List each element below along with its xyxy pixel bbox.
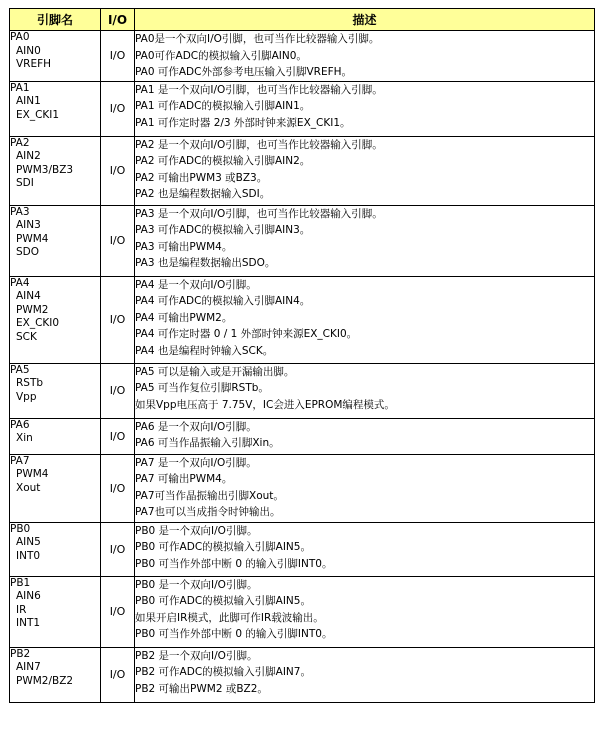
- pin-function: EX_CKI0: [16, 317, 60, 329]
- table-row: [10, 647, 595, 702]
- description-cell: [135, 647, 595, 702]
- description-line: PA1 是一个双向I/O引脚，也可当作比较器输入引脚。: [135, 83, 383, 96]
- description-line: PA3 是一个双向I/O引脚，也可当作比较器输入引脚。: [135, 207, 383, 220]
- description-line: PA4 可输出PWM2。: [135, 311, 233, 324]
- pin-function: PWM2/BZ2: [16, 674, 74, 687]
- description-line: PB0 可当作外部中断 0 的输入引脚INT0。: [135, 628, 333, 640]
- table-row: [10, 522, 595, 576]
- description-cell: [135, 522, 595, 576]
- pin-function: Xin: [16, 432, 33, 444]
- header-io: I/O: [101, 9, 135, 31]
- table-row: [10, 136, 595, 205]
- pin-name-cell: [10, 363, 101, 418]
- header-pin-name: 引脚名: [10, 9, 101, 31]
- pin-name-cell: [10, 81, 101, 136]
- pin-name-cell: [10, 31, 101, 82]
- pin-name: PA0: [10, 31, 30, 43]
- description-line: PA4 可作ADC的模拟输入引脚AIN4。: [135, 295, 311, 307]
- pin-name: PA6: [10, 418, 30, 431]
- pin-function: SCK: [16, 330, 37, 343]
- pin-name-cell: [10, 576, 101, 647]
- io-type-cell: I/O: [101, 205, 135, 276]
- description-line: PA5 可以是输入或是开漏输出脚。: [135, 365, 295, 378]
- description-cell: [135, 81, 595, 136]
- description-line: PA1 可作定时器 2/3 外部时钟来源EX_CKI1。: [135, 116, 351, 129]
- pin-name-cell: [10, 454, 101, 522]
- pin-function: SDO: [16, 246, 40, 258]
- pin-name-cell: [10, 647, 101, 702]
- table-row: [10, 276, 595, 363]
- description-line: PA7 是一个双向I/O引脚。: [135, 456, 257, 469]
- pin-function: AIN1: [16, 95, 41, 107]
- description-cell: [135, 418, 595, 454]
- pin-description-table: [9, 8, 595, 703]
- description-line: PA2 可输出PWM3 或BZ3。: [135, 171, 268, 184]
- description-cell: [135, 205, 595, 276]
- pin-function: RSTb: [16, 377, 44, 389]
- pin-function: PWM2: [16, 303, 49, 316]
- table-row: [10, 576, 595, 647]
- pin-name: PA1: [10, 81, 30, 94]
- io-type-cell: I/O: [101, 136, 135, 205]
- io-type-cell: I/O: [101, 363, 135, 418]
- pin-name: PA3: [10, 205, 30, 218]
- pin-function: INT1: [16, 617, 41, 629]
- pin-function: AIN5: [16, 536, 41, 548]
- table-row: [10, 363, 595, 418]
- description-line: PB2 是一个双向I/O引脚。: [135, 649, 258, 662]
- description-line: PA4 是一个双向I/O引脚。: [135, 278, 257, 291]
- description-cell: [135, 363, 595, 418]
- pin-name-cell: [10, 418, 101, 454]
- pin-function: PWM4: [16, 468, 49, 480]
- description-line: PA6 是一个双向I/O引脚。: [135, 420, 257, 433]
- description-line: 如果Vpp电压高于 7.75V，IC会进入EPROM编程模式。: [135, 398, 395, 411]
- table-row: [10, 81, 595, 136]
- pin-name-cell: [10, 136, 101, 205]
- io-type-cell: I/O: [101, 454, 135, 522]
- pin-function: SDI: [16, 177, 34, 189]
- io-type-cell: I/O: [101, 31, 135, 82]
- pin-name: PA7: [10, 454, 30, 467]
- table-header-row: [10, 9, 595, 31]
- pin-name: PA5: [10, 363, 30, 376]
- pin-function: AIN6: [16, 590, 41, 602]
- pin-function: AIN2: [16, 150, 41, 162]
- pin-name-cell: [10, 205, 101, 276]
- pin-function: PWM4: [16, 232, 49, 245]
- table-row: [10, 205, 595, 276]
- description-line: PA1 可作ADC的模拟输入引脚AIN1。: [135, 100, 311, 112]
- pin-function: AIN4: [16, 290, 41, 302]
- pin-function: EX_CKI1: [16, 108, 60, 121]
- description-line: PB0 可作ADC的模拟输入引脚AIN5。: [135, 595, 311, 607]
- pin-function: IR: [16, 603, 27, 616]
- description-line: PA7也可以当成指令时钟输出。: [135, 506, 281, 518]
- io-type-cell: I/O: [101, 647, 135, 702]
- table-row: [10, 31, 595, 82]
- description-cell: [135, 454, 595, 522]
- pin-function: Vpp: [16, 390, 37, 403]
- description-cell: [135, 576, 595, 647]
- description-line: PA2 是一个双向I/O引脚，也可当作比较器输入引脚。: [135, 138, 383, 151]
- table-row: [10, 418, 595, 454]
- description-line: PB2 可输出PWM2 或BZ2。: [135, 682, 268, 695]
- description-line: PA3 可作ADC的模拟输入引脚AIN3。: [135, 224, 311, 236]
- description-cell: [135, 276, 595, 363]
- description-line: PA7可当作晶振输出引脚Xout。: [135, 489, 284, 502]
- description-line: PA0 可作ADC外部参考电压输入引脚VREFH。: [135, 66, 353, 78]
- pin-name: PB0: [10, 522, 31, 535]
- description-line: PB0 是一个双向I/O引脚。: [135, 524, 258, 537]
- pin-function: AIN0: [16, 44, 41, 57]
- description-line: PA0可作ADC的模拟输入引脚AIN0。: [135, 49, 307, 62]
- pin-name-cell: [10, 276, 101, 363]
- io-type-cell: I/O: [101, 81, 135, 136]
- description-line: PB0 是一个双向I/O引脚。: [135, 578, 258, 591]
- io-type-cell: I/O: [101, 418, 135, 454]
- description-line: PA3 可输出PWM4。: [135, 240, 233, 253]
- description-line: PA3 也是编程数据输出SDO。: [135, 257, 276, 269]
- description-line: PA7 可输出PWM4。: [135, 473, 233, 485]
- pin-function: AIN3: [16, 219, 41, 231]
- description-line: 如果开启IR模式，此脚可作IR载波输出。: [135, 611, 324, 624]
- description-line: PA0是一个双向I/O引脚，也可当作比较器输入引脚。: [135, 33, 380, 45]
- pin-function: VREFH: [16, 58, 52, 70]
- description-cell: [135, 136, 595, 205]
- description-line: PA6 可当作晶振输入引脚Xin。: [135, 437, 280, 449]
- table-row: [10, 454, 595, 522]
- description-cell: [135, 31, 595, 82]
- pin-name-cell: [10, 522, 101, 576]
- description-line: PA4 也是编程时钟输入SCK。: [135, 344, 274, 357]
- io-type-cell: I/O: [101, 276, 135, 363]
- description-line: PA2 也是编程数据输入SDI。: [135, 188, 271, 200]
- io-type-cell: I/O: [101, 522, 135, 576]
- pin-function: AIN7: [16, 661, 41, 673]
- pin-function: Xout: [16, 481, 41, 494]
- pin-name: PA4: [10, 276, 30, 289]
- description-line: PB0 可当作外部中断 0 的输入引脚INT0。: [135, 557, 333, 570]
- pin-name: PA2: [10, 136, 30, 149]
- header-description: 描述: [135, 9, 595, 31]
- description-line: PB0 可作ADC的模拟输入引脚AIN5。: [135, 541, 311, 553]
- table-body: [10, 31, 595, 703]
- description-line: PA5 可当作复位引脚RSTb。: [135, 382, 269, 394]
- pin-function: INT0: [16, 549, 41, 562]
- pin-name: PB2: [10, 647, 31, 660]
- description-line: PB2 可作ADC的模拟输入引脚AIN7。: [135, 666, 311, 678]
- io-type-cell: I/O: [101, 576, 135, 647]
- pin-function: PWM3/BZ3: [16, 163, 74, 176]
- description-line: PA4 可作定时器 0 / 1 外部时钟来源EX_CKI0。: [135, 328, 358, 340]
- pin-name: PB1: [10, 576, 31, 589]
- description-line: PA2 可作ADC的模拟输入引脚AIN2。: [135, 155, 311, 167]
